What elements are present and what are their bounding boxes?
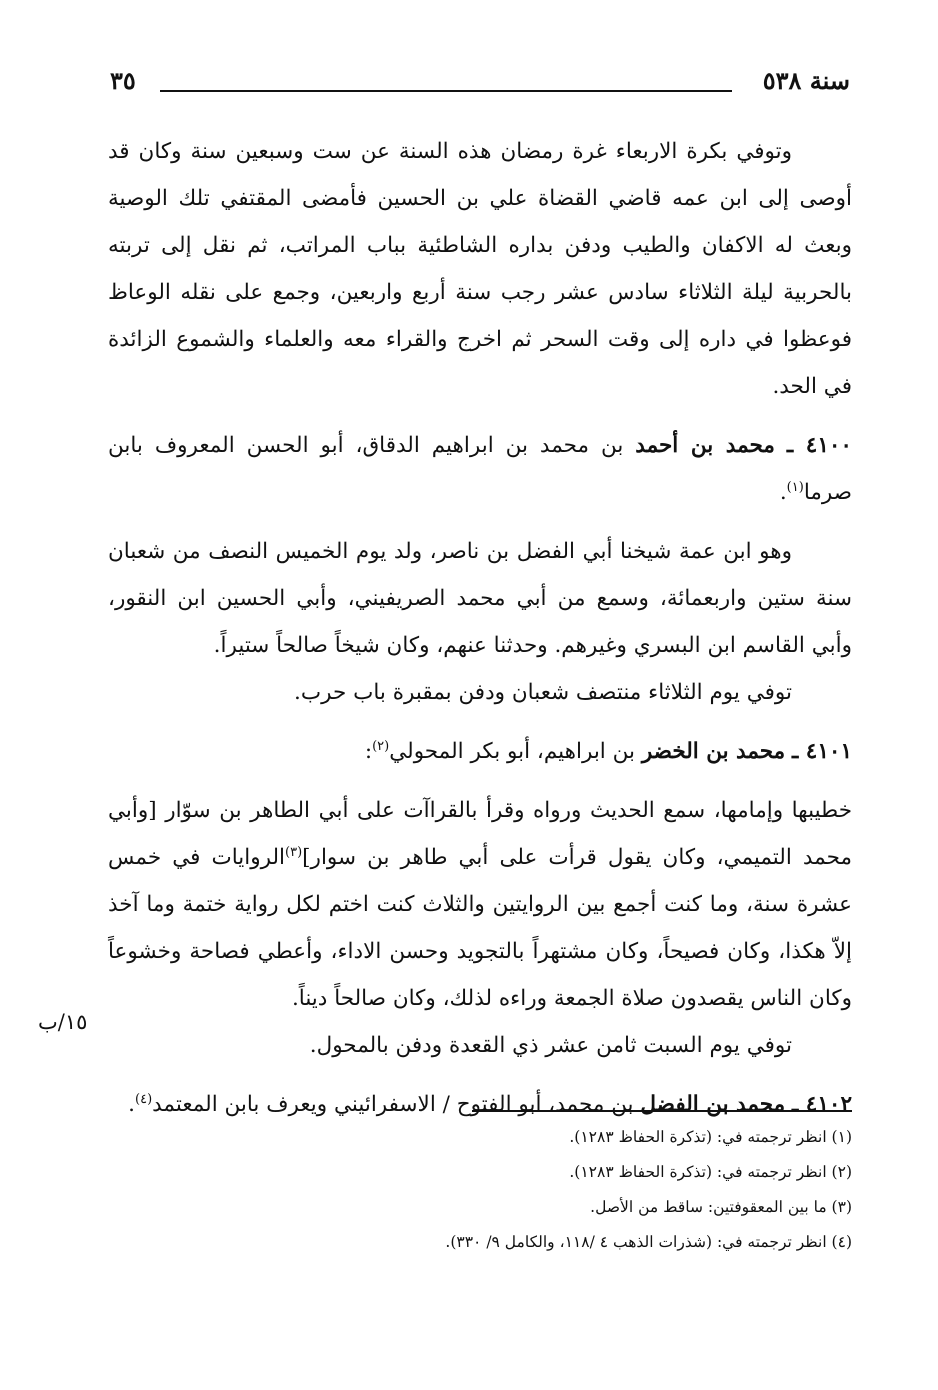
entry-text: بن محمد بن ابراهيم الدقاق، أبو الحسن المعروف بابن صرما — [108, 433, 852, 505]
paragraph-death-notice — [108, 1022, 852, 1069]
entry-tail: : — [364, 739, 373, 764]
paragraph-biography — [108, 787, 852, 1022]
page-number: ٣٥ — [110, 66, 136, 95]
paragraph-death-notice — [108, 128, 852, 410]
header-year-label: سنة ٥٣٨ — [762, 66, 850, 95]
paragraph-biography — [108, 528, 852, 669]
entry-text: بن ابراهيم، أبو بكر المحولي — [389, 739, 635, 764]
paragraph-text: وهو ابن عمة شيخنا أبي الفضل بن ناصر، ولد يوم الخميس النصف من شعبان سنة ستين واربعمائة، وسمع من أبي محمد الصريفيني، وأبي الحسين ابن النقور، وأبي القاسم ابن البسري وغيرهم. وحدثنا عنهم، وكان شيخاً صالحاً ستيراً. — [108, 539, 852, 658]
folio-margin-note: ١٥/ب — [38, 1010, 88, 1034]
footnote-ref: (٤) — [135, 1091, 153, 1107]
entry-text: بن محمد، أبو الفتوح / الاسفرائيني ويعرف بابن المعتمد — [152, 1092, 634, 1117]
entry-4101 — [108, 728, 852, 775]
footnote: (١) انظر ترجمته في: (تذكرة الحفاظ ١٢٨٣). — [569, 1128, 852, 1146]
footnote-ref: (٢) — [372, 738, 390, 754]
entry-number: ٤١٠٢ ـ — [792, 1092, 852, 1117]
entry-tail: . — [779, 480, 787, 505]
paragraph-text: وتوفي بكرة الاربعاء غرة رمضان هذه السنة عن ست وسبعين سنة وكان قد أوصى إلى ابن عمه قاضي القضاة علي بن الحسين فأمضى المقتفي تلك الوصية وبعث له الاكفان والطيب ودفن بداره الشاطئية بباب المراتب، ثم نقل إلى تربته بالحربية ليلة الثلاثاء سادس عشر رجب سنة أربع واربعين، وجمع على نقله الوعاظ فوعظوا في داره إلى وقت السحر ثم اخرج والقراء معه والعلماء والشموع الزائدة في الحد. — [108, 139, 852, 399]
footnotes — [108, 1120, 852, 1260]
running-header — [110, 66, 850, 106]
footnote-ref: (١) — [786, 479, 804, 495]
entry-number: ٤١٠١ ـ — [792, 739, 852, 764]
footnote: (٤) انظر ترجمته في: (شذرات الذهب ٤ /١١٨، والكامل ٩/ ٣٣٠). — [445, 1233, 852, 1251]
footnote: (٣) ما بين المعقوفتين: ساقط من الأصل. — [590, 1198, 852, 1216]
entry-tail: . — [128, 1092, 135, 1117]
paragraph-text: توفي يوم السبت ثامن عشر ذي القعدة ودفن بالمحول. — [309, 1033, 792, 1058]
footnote-ref: (٣) — [285, 844, 303, 860]
paragraph-text: توفي يوم الثلاثاء منتصف شعبان ودفن بمقبرة باب حرب. — [294, 680, 792, 705]
paragraph-text-continued: الروايات في خمس عشرة سنة، وما كنت أجمع بين الروايتين والثلاث كنت اختم لكل رواية ختمة وما آخذ إلاّ هكذا، وكان فصيحاً، وكان مشتهراً بالتجويد وحسن الاداء، وأعطي فصاحة وخشوعاً وكان الناس يقصدون صلاة الجمعة وراءه لذلك، وكان صالحاً ديناً. — [108, 845, 852, 1011]
main-text — [108, 128, 852, 1128]
entry-name: محمد بن الفضل — [640, 1092, 786, 1117]
header-rule — [160, 90, 732, 92]
entry-name: محمد بن أحمد — [635, 433, 775, 458]
footnote-rule — [472, 1110, 852, 1112]
entry-4100 — [108, 422, 852, 516]
entry-number: ٤١٠٠ ـ — [786, 433, 852, 458]
paragraph-text: خطيبها وإمامها، سمع الحديث ورواه وقرأ بالقراآت على أبي الطاهر بن سوّار [وأبي محمد التميمي، وكان يقول قرأت على أبي طاهر بن سوار] — [108, 798, 853, 870]
paragraph-death-notice — [108, 669, 852, 716]
footnote: (٢) انظر ترجمته في: (تذكرة الحفاظ ١٢٨٣). — [569, 1163, 852, 1181]
entry-name: محمد بن الخضر — [641, 739, 786, 764]
